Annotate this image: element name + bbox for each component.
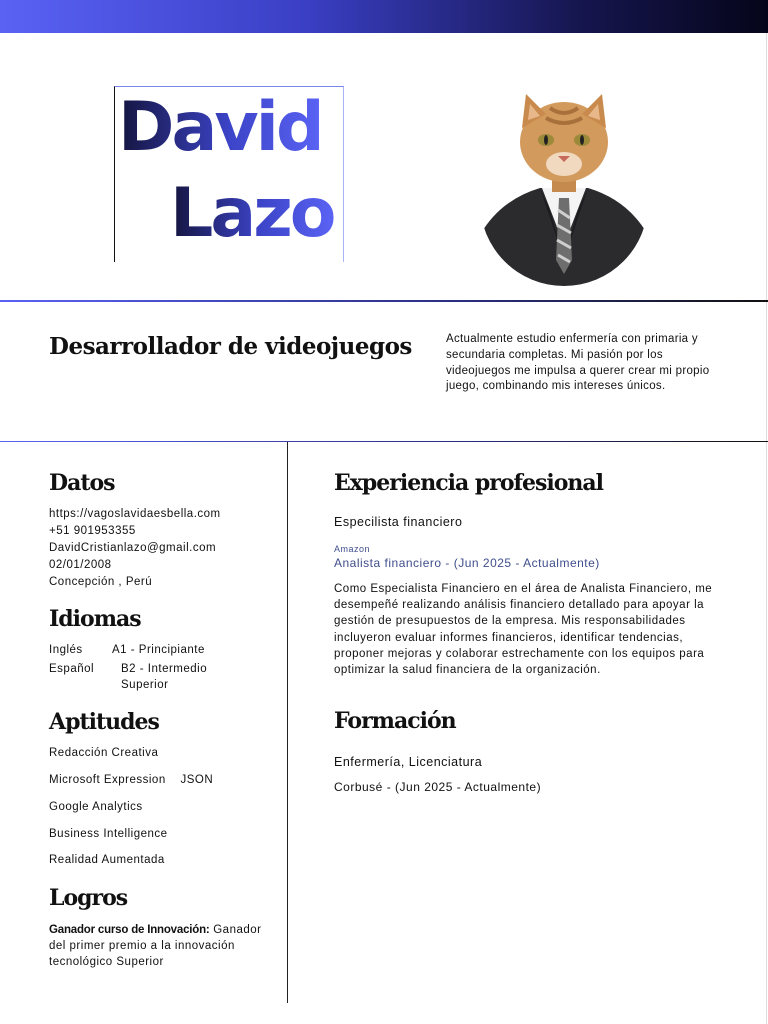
language-name: Inglés bbox=[49, 644, 83, 656]
first-name: David bbox=[118, 88, 322, 167]
education-degree: Enfermería, Licenciatura bbox=[334, 755, 483, 769]
birth-date: 02/01/2008 bbox=[49, 559, 112, 571]
email-address[interactable]: DavidCristianlazo@gmail.com bbox=[49, 542, 217, 554]
formacion-heading: Formación bbox=[334, 708, 456, 734]
language-name: Español bbox=[49, 663, 95, 675]
datos-heading: Datos bbox=[49, 470, 115, 496]
skill-item: Google Analytics bbox=[49, 801, 143, 813]
skill-item: Business Intelligence bbox=[49, 828, 168, 840]
aptitudes-heading: Aptitudes bbox=[49, 709, 159, 735]
phone-number: +51 901953355 bbox=[49, 525, 136, 537]
last-name: Lazo bbox=[170, 174, 334, 253]
top-gradient-bar bbox=[0, 0, 768, 33]
job-title: Desarrollador de videojuegos bbox=[49, 333, 412, 360]
cat-in-suit-image bbox=[480, 60, 648, 286]
divider-top bbox=[0, 300, 768, 302]
skill-item: Redacción Creativa bbox=[49, 747, 159, 759]
idiomas-heading: Idiomas bbox=[49, 606, 141, 632]
logros-heading: Logros bbox=[49, 885, 128, 911]
website-link[interactable]: https://vagoslavidaesbella.com bbox=[49, 508, 221, 520]
achievement-title: Ganador curso de Innovación: bbox=[49, 924, 210, 936]
experiencia-heading: Experiencia profesional bbox=[334, 470, 604, 496]
achievement-item bbox=[49, 922, 274, 970]
divider-middle bbox=[0, 441, 768, 442]
language-level: A1 - Principiante bbox=[112, 644, 205, 656]
experience-role: Especilista financiero bbox=[334, 515, 463, 529]
experience-company: Amazon bbox=[334, 544, 371, 554]
about-text: Actualmente estudio enfermería con primaria y secundaria completas. Mi pasión por los videojuegos me impulsa a querer crear mi propio juego, combinando mis intereses únicos. bbox=[446, 333, 710, 393]
location: Concepción , Perú bbox=[49, 576, 153, 588]
profile-photo bbox=[480, 60, 648, 286]
achievement-text: Ganador del primer premio a la innovación tecnológico Superior bbox=[49, 924, 262, 968]
column-divider bbox=[287, 442, 288, 1003]
experience-dates: Analista financiero - (Jun 2025 - Actualmente) bbox=[334, 556, 600, 570]
datos-list bbox=[49, 506, 221, 591]
education-school: Corbusé - (Jun 2025 - Actualmente) bbox=[334, 780, 542, 794]
experience-description: Como Especialista Financiero en el área de Analista Financiero, me desempeñé realizando análisis financiero detallado para apoyar la gestión de presupuestos de la empresa. Mis responsabilidades incluyeron evaluar informes financieros, identificar tendencias, proponer mejoras y colaborar estrechamente con los equipos para optimizar la salud financiera de la organización. bbox=[334, 583, 713, 677]
skill-item: Realidad Aumentada bbox=[49, 854, 165, 866]
language-level: B2 - Intermedio Superior bbox=[121, 663, 208, 691]
skill-item: Microsoft Expression JSON bbox=[49, 774, 214, 786]
page-edge bbox=[766, 33, 767, 1024]
